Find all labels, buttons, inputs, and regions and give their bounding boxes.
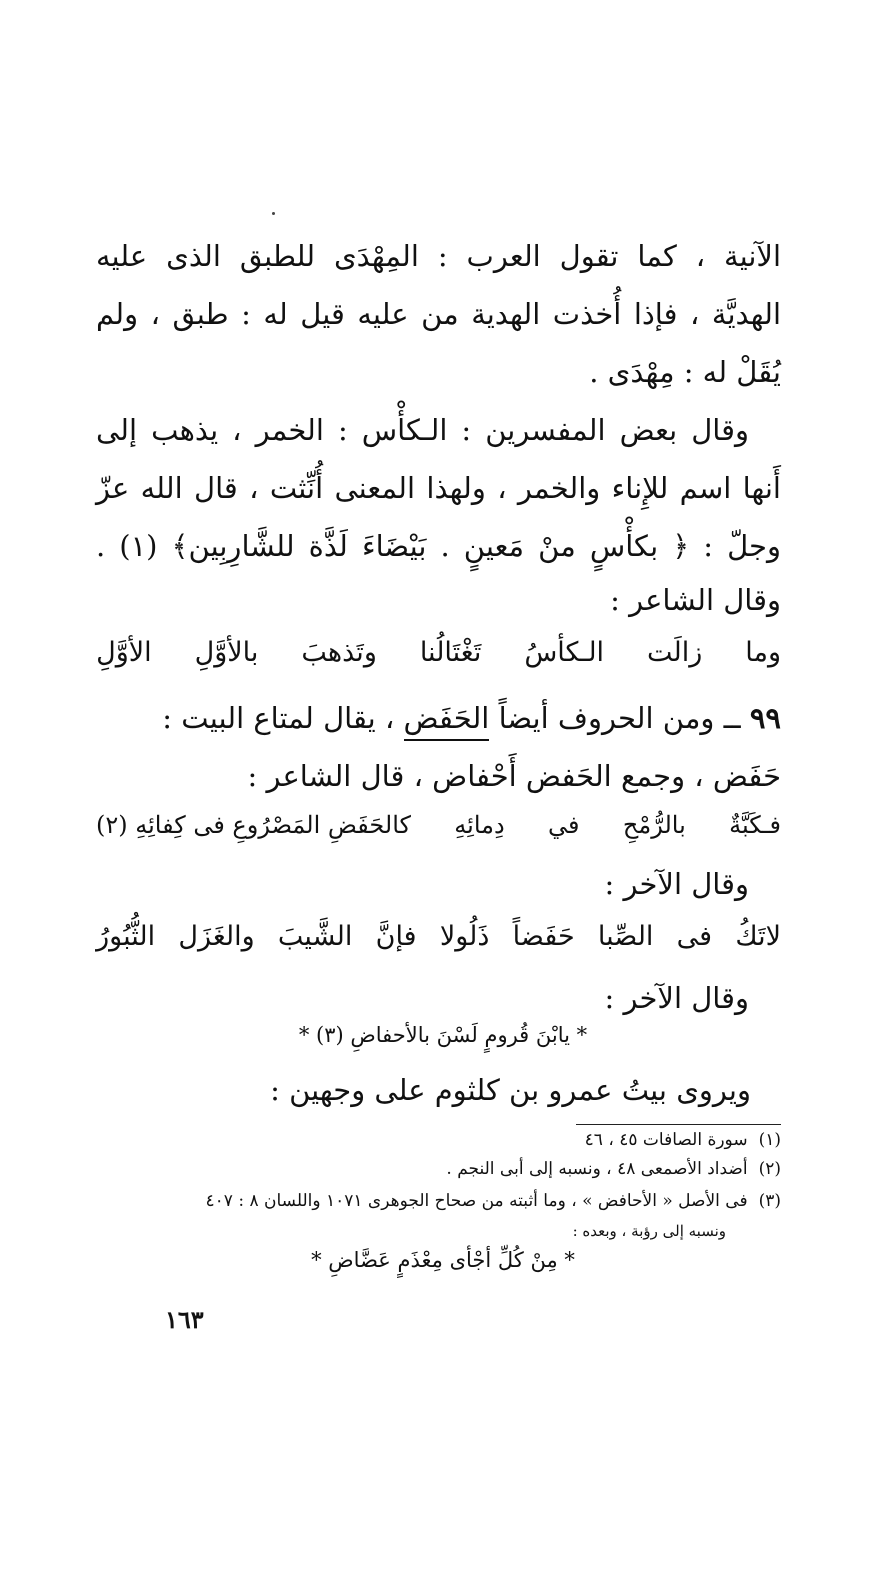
verse-word: والغَزَل	[178, 921, 255, 952]
text-line: الآنية ، كما تقول العرب : المِهْدَى للطبق الذى عليه	[96, 239, 781, 273]
footnote-text: أضداد الأصمعى ٤٨ ، ونسبه إلى أبى النجم .	[446, 1159, 748, 1179]
poem-verse	[96, 805, 781, 845]
page-number: ١٦٣	[165, 1305, 204, 1334]
verse-word: وما	[745, 637, 781, 668]
verse-word: فى	[676, 921, 713, 952]
text-line: وقال بعض المفسرين : الـكأْس : الخمر ، يذهب إلى	[96, 413, 749, 447]
footnote-text: سورة الصافات ٤٥ ، ٤٦	[584, 1130, 748, 1150]
section-text: ، يقال لمتاع البيت :	[162, 701, 395, 735]
verse-word: وتَذهبَ	[301, 637, 377, 668]
footnote-continuation: ونسبه إلى رؤبة ، وبعده :	[572, 1222, 726, 1240]
text-line: أَنها اسم للإِناء والخمر ، ولهذا المعنى أُنِّثت ، قال الله عزّ	[96, 471, 781, 505]
footnote	[96, 1189, 781, 1213]
verse-word: فـكَبَّةٌ	[729, 811, 781, 839]
verse-word: ذَلُولا	[439, 921, 490, 952]
text-line: يُقَلْ له : مِهْدَى .	[589, 355, 781, 389]
verse-word: الـكأسُ	[524, 637, 605, 668]
footnote	[96, 1128, 781, 1152]
footnote-number: (٢)	[758, 1159, 781, 1179]
poem-verse	[96, 633, 781, 673]
verse-word: الثُّبُورُ	[96, 921, 156, 952]
section-heading-line	[96, 698, 781, 738]
print-speck	[272, 212, 275, 215]
quran-quote-line: وجلّ : ﴿ بكأْسٍ منْ مَعينٍ . بَيْضَاءَ لَذَّة للشَّارِبِين﴾ (١) .	[96, 529, 781, 563]
text-line: ويروى بيتُ عمرو بن كلثوم على وجهين :	[270, 1073, 751, 1107]
footnote-number: (٣)	[758, 1191, 781, 1211]
section-intro: ــ ومن الحروف أيضاً	[498, 701, 741, 735]
text-line: وقال الآخر :	[604, 867, 749, 901]
poem-hemistich: * يابْنَ قُرومٍ لَسْنَ بالأحفاضِ (٣) *	[298, 1023, 588, 1047]
verse-word: كالحَفَضِ المَصْرُوعِ فى كِفائِهِ (٢)	[96, 811, 411, 839]
text-line: حَفَض ، وجمع الحَفض أَحْفاض ، قال الشاعر :	[247, 759, 781, 793]
verse-word: بالرُّمْحِ	[622, 811, 686, 839]
verse-word: تَغْتَالُنا	[419, 637, 482, 668]
footnote-divider	[576, 1124, 781, 1125]
verse-word: فإنَّ	[375, 921, 417, 952]
text-line: وقال الآخر :	[604, 981, 749, 1015]
verse-word: دِمائِهِ	[454, 811, 505, 839]
footnote	[96, 1157, 781, 1181]
text-line: الهديَّة ، فإذا أُخذت الهدية من عليه قيل له : طبق ، ولم	[96, 297, 781, 331]
footnote-text: فى الأصل « الأحافض » ، وما أثبته من صحاح الجوهرى ١٠٧١ واللسان ٨ : ٤٠٧	[205, 1191, 748, 1211]
verse-word: الشَّيبَ	[277, 921, 353, 952]
section-term: الحَفَض	[404, 701, 490, 741]
verse-word: في	[548, 811, 580, 839]
verse-word: لاتَكُ	[735, 921, 781, 952]
text-line: وقال الشاعر :	[610, 583, 781, 617]
verse-word: زالَت	[647, 637, 703, 668]
poem-verse	[96, 917, 781, 957]
footnote-verse: * مِنْ كُلِّ أجْأى مِعْذَمٍ عَضَّاضِ *	[311, 1248, 575, 1272]
verse-word: حَفَضاً	[512, 921, 575, 952]
section-number: ٩٩	[749, 701, 781, 735]
verse-word: الأوَّلِ	[96, 637, 152, 668]
verse-word: بالأوَّلِ	[194, 637, 259, 668]
footnote-number: (١)	[758, 1130, 781, 1150]
verse-word: الصِّبا	[597, 921, 654, 952]
